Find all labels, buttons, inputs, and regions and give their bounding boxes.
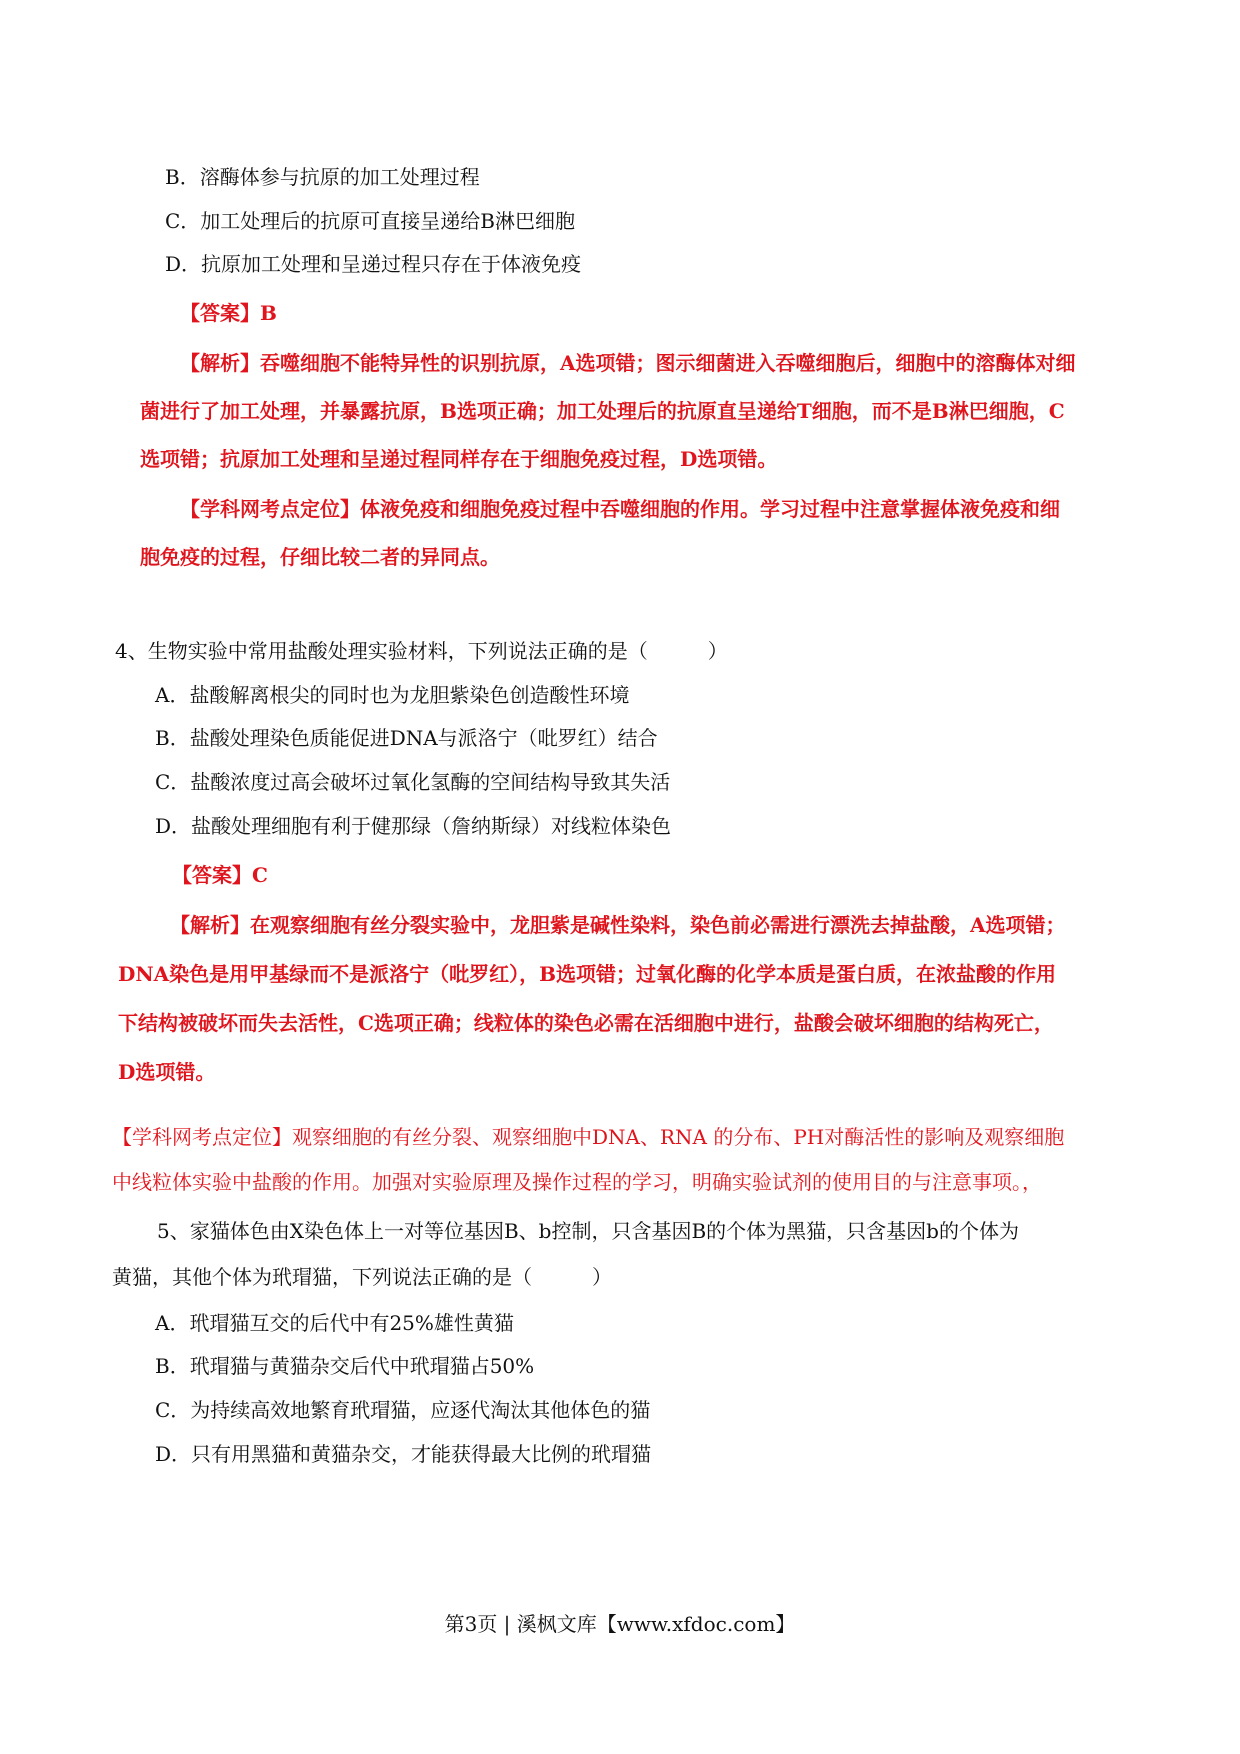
page-footer: 第3页 | 溪枫文库【www.xfdoc.com】 [444, 1612, 796, 1636]
q3-point-line-2: 胞免疫的过程，仔细比较二者的异同点。 [140, 545, 500, 569]
q4-analysis-line-2: DNA染色是用甲基绿而不是派洛宁（吡罗红），B选项错；过氧化酶的化学本质是蛋白质，在浓盐酸的作用 [118, 962, 1057, 986]
q4-stem: 4、生物实验中常用盐酸处理实验材料，下列说法正确的是（ ） [115, 639, 728, 663]
q4-answer: 【答案】C [172, 863, 268, 887]
q3-answer: 【答案】B [180, 301, 277, 325]
q5-stem-line-1: 5、家猫体色由X染色体上一对等位基因B、b控制，只含基因B的个体为黑猫，只含基因b的个体为 [157, 1219, 1019, 1243]
q3-option-c: C．加工处理后的抗原可直接呈递给B淋巴细胞 [165, 209, 575, 233]
q3-analysis-line-3: 选项错；抗原加工处理和呈递过程同样存在于细胞免疫过程，D选项错。 [140, 447, 778, 471]
q4-analysis-line-3: 下结构被破坏而失去活性，C选项正确；线粒体的染色必需在活细胞中进行，盐酸会破坏细胞的结构死亡， [118, 1011, 1054, 1035]
q3-option-d: D．抗原加工处理和呈递过程只存在于体液免疫 [165, 252, 582, 276]
q4-option-b: B．盐酸处理染色质能促进DNA与派洛宁（吡罗红）结合 [155, 726, 658, 750]
q5-option-b: B．玳瑁猫与黄猫杂交后代中玳瑁猫占50% [155, 1354, 535, 1378]
q3-point-line-1: 【学科网考点定位】体液免疫和细胞免疫过程中吞噬细胞的作用。学习过程中注意掌握体液免疫和细 [180, 497, 1060, 521]
q4-analysis-line-1: 【解析】在观察细胞有丝分裂实验中，龙胆紫是碱性染料，染色前必需进行漂洗去掉盐酸，A选项错； [170, 913, 1066, 937]
q4-option-a: A．盐酸解离根尖的同时也为龙胆紫染色创造酸性环境 [155, 683, 630, 707]
q4-point-line-2: 中线粒体实验中盐酸的作用。加强对实验原理及操作过程的学习，明确实验试剂的使用目的与注意事项。， [112, 1170, 1042, 1194]
q4-option-d: D．盐酸处理细胞有利于健那绿（詹纳斯绿）对线粒体染色 [155, 814, 672, 838]
q5-option-c: C．为持续高效地繁育玳瑁猫，应逐代淘汰其他体色的猫 [155, 1398, 651, 1422]
q3-option-b: B．溶酶体参与抗原的加工处理过程 [165, 165, 480, 189]
q5-option-d: D．只有用黑猫和黄猫杂交，才能获得最大比例的玳瑁猫 [155, 1442, 652, 1466]
q4-option-c: C．盐酸浓度过高会破坏过氧化氢酶的空间结构导致其失活 [155, 770, 671, 794]
q4-point-line-1: 【学科网考点定位】观察细胞的有丝分裂、观察细胞中DNA、RNA 的分布、PH对酶活性的影响及观察细胞 [112, 1125, 1065, 1149]
q3-analysis-line-1: 【解析】吞噬细胞不能特异性的识别抗原，A选项错；图示细菌进入吞噬细胞后，细胞中的溶酶体对细 [180, 351, 1076, 375]
q5-stem-line-2: 黄猫，其他个体为玳瑁猫，下列说法正确的是（ ） [112, 1265, 612, 1289]
q5-option-a: A．玳瑁猫互交的后代中有25%雄性黄猫 [155, 1311, 514, 1335]
q3-analysis-line-2: 菌进行了加工处理，并暴露抗原，B选项正确；加工处理后的抗原直呈递给T细胞，而不是B淋巴细胞，C [140, 399, 1065, 423]
q4-analysis-line-4: D选项错。 [118, 1060, 216, 1084]
